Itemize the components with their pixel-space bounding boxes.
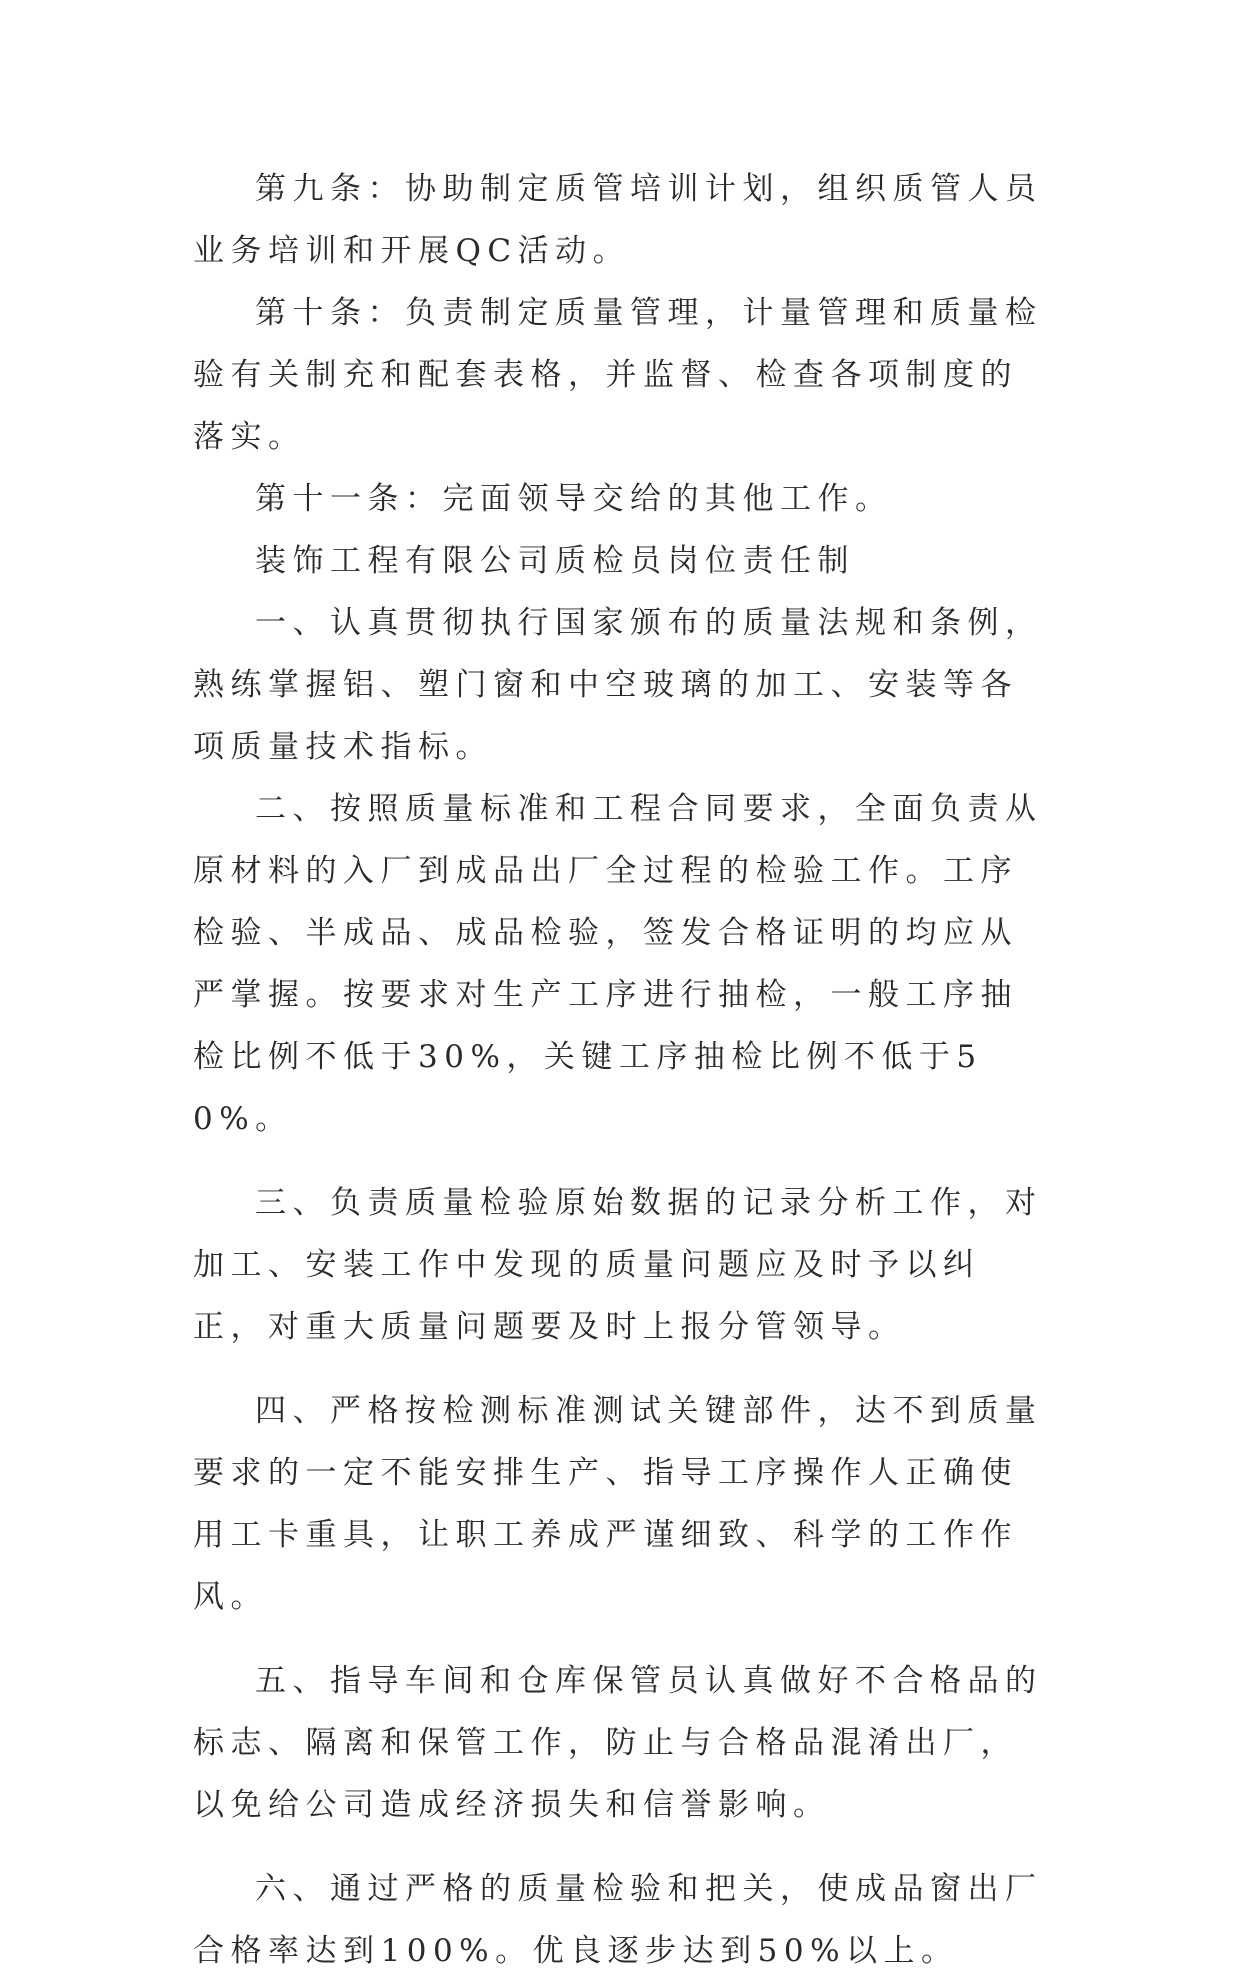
paragraph-article-11: 第十一条：完面领导交给的其他工作。 [255, 481, 893, 517]
paragraph-item-1: 一、认真贯彻执行国家颁布的质量法规和条例，熟练掌握铝、塑门窗和中空玻璃的加工、安装等各项质量技术指标。 [193, 605, 1043, 765]
paragraph-item-3: 三、负责质量检验原始数据的记录分析工作，对加工、安装工作中发现的质量问题应及时予以纠正，对重大质量问题要及时上报分管领导。 [193, 1185, 1043, 1345]
section-heading: 装饰工程有限公司质检员岗位责任制 [255, 543, 855, 579]
paragraph-item-6: 六、通过严格的质量检验和把关，使成品窗出厂合格率达到100%。优良逐步达到50%以上。 [193, 1871, 1043, 1969]
paragraph-item-2: 二、按照质量标准和工程合同要求，全面负责从原材料的入厂到成品出厂全过程的检验工作。工序检验、半成品、成品检验，签发合格证明的均应从严掌握。按要求对生产工序进行抽检，一般工序抽检比例不低于30%，关键工序抽检比例不低于50%。 [193, 791, 1043, 1137]
paragraph-article-9: 第九条：协助制定质管培训计划，组织质管人员业务培训和开展QC活动。 [193, 171, 1043, 269]
document-body [193, 158, 1053, 1982]
paragraph-item-4: 四、严格按检测标准测试关键部件，达不到质量要求的一定不能安排生产、指导工序操作人正确使用工卡重具，让职工养成严谨细致、科学的工作作风。 [193, 1393, 1043, 1615]
paragraph-item-5: 五、指导车间和仓库保管员认真做好不合格品的标志、隔离和保管工作，防止与合格品混淆出厂，以免给公司造成经济损失和信誉影响。 [193, 1663, 1043, 1823]
paragraph-article-10: 第十条：负责制定质量管理，计量管理和质量检验有关制充和配套表格，并监督、检查各项制度的落实。 [193, 295, 1043, 455]
